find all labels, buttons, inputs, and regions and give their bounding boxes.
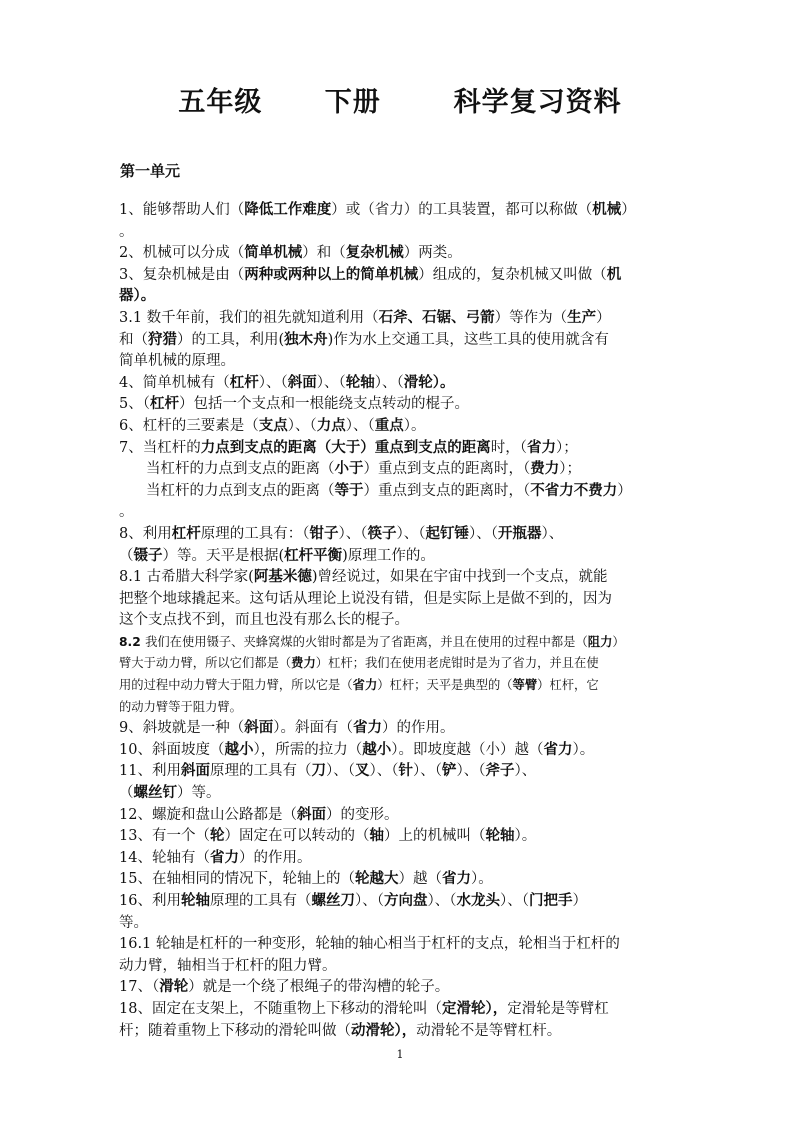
text-segment: 时，（ [490, 439, 527, 456]
text-segment: 15、在轴相同的情况下，轮轴上的（ [119, 871, 355, 888]
bold-text: 机 [606, 266, 622, 283]
text-segment: 动滑轮不是等臂杠杆。 [416, 1022, 562, 1039]
text-segment: 7、当杠杆的 [119, 439, 201, 456]
text-line [119, 524, 691, 546]
text-segment: 。 [119, 223, 134, 240]
text-line [119, 567, 691, 589]
bold-text: 机械 [592, 202, 622, 218]
text-segment: ）、（ [427, 893, 457, 909]
text-segment: ） [572, 893, 587, 909]
text-segment: 16、利用 [119, 893, 181, 909]
bold-text: 滑轮 [159, 979, 189, 996]
body-text [119, 200, 691, 1042]
bold-text: 刀 [311, 763, 326, 780]
bold-text: 滑轮 [403, 374, 433, 391]
bold-text: ）。 [432, 374, 455, 391]
bold-text: 铲 [441, 763, 457, 780]
bold-text: 斜面 [296, 806, 326, 823]
text-line [119, 394, 691, 416]
text-line [119, 610, 691, 632]
text-segment: 18、固定在支架上，不随重物上下移动的滑轮叫（ [119, 1000, 442, 1017]
text-segment: 臂大于动力臂，所以它们都是（ [119, 656, 292, 671]
bold-text: 门把手 [528, 893, 573, 909]
bold-text: 螺丝刀 [311, 893, 355, 909]
text-segment: ）； [555, 439, 578, 456]
text-segment: 11、利用 [119, 763, 181, 780]
bold-text: 筷子 [367, 525, 397, 542]
text-segment: 原理的工具有（ [209, 763, 312, 780]
text-segment: 原理的工具有（ [209, 893, 312, 909]
bold-text: 斧子 [485, 763, 515, 780]
text-segment: ） [617, 482, 632, 499]
bold-text: 针 [398, 763, 413, 780]
text-segment: ）、 [541, 525, 564, 542]
text-segment: 定滑轮是等臂杠 [507, 1000, 609, 1017]
text-segment: ）、（ [345, 417, 375, 434]
bold-text: 简单机械 [244, 245, 303, 262]
text-segment: 简单机械的原理。 [119, 353, 235, 370]
text-line [119, 934, 691, 956]
bold-text: 水龙头 [456, 893, 500, 909]
bold-text: 降低工作难度 [244, 202, 332, 218]
text-segment: ） [621, 202, 636, 218]
bold-text: 轮轴 [180, 893, 210, 909]
bold-text: 方向盘 [383, 893, 428, 909]
text-line [119, 243, 691, 265]
text-line [119, 459, 691, 481]
text-line [119, 330, 691, 352]
text-segment: 当杠杆的力点到支点的距离（ [146, 461, 335, 478]
bold-text: 省力 [352, 720, 382, 737]
text-line [119, 502, 691, 524]
bold-text: 杠杆 [149, 396, 179, 413]
text-segment: )原理工作的。 [342, 547, 435, 564]
bold-text: 省力 [209, 849, 239, 866]
text-line [119, 805, 691, 827]
text-segment: ）、（ [354, 893, 384, 909]
text-line [119, 913, 691, 935]
bold-text: 省力 [352, 678, 378, 693]
text-segment: 8.1 古希腊大科学家( [119, 569, 254, 586]
text-segment: ）。即坡度越（小）越（ [391, 741, 544, 758]
text-segment: 14、轮轴有（ [119, 849, 210, 866]
text-segment: ） [596, 309, 611, 326]
text-segment: ）等作为（ [494, 309, 568, 326]
text-segment: 2、机械可以分成（ [119, 245, 245, 262]
text-segment: 17、（ [119, 979, 160, 996]
bold-text: 省力 [543, 741, 573, 758]
text-segment: 12、螺旋和盘山公路都是（ [119, 806, 297, 823]
text-segment: ）固定在可以转动的（ [224, 828, 370, 845]
text-segment: ）、（ [325, 763, 355, 780]
bold-text: 轮越大 [354, 871, 399, 888]
text-segment: 我们在使用镊子、夹蜂窝煤的火钳时都是为了省距离，并且在使用的过程中都是（ [145, 634, 588, 649]
text-segment: ）和（ [302, 245, 346, 262]
text-line [119, 826, 691, 848]
text-segment: 用的过程中动力臂大于阻力臂，所以它是（ [119, 678, 353, 693]
bold-text: 生产 [567, 309, 597, 326]
text-segment: )曾经说过，如果在宇宙中找到一个支点，就能 [311, 569, 608, 586]
bold-text: 斜面 [180, 763, 210, 780]
text-line [119, 1021, 691, 1043]
text-segment: 6、杠杆的三要素是（ [119, 417, 259, 434]
text-segment: ）、 [514, 763, 537, 780]
unit-heading: 第一单元 [120, 162, 181, 180]
bold-text: 叉 [354, 763, 370, 780]
text-segment: 4、简单机械有（ [119, 374, 230, 391]
bold-text: ）， [485, 1000, 508, 1017]
bold-text: 定滑轮 [441, 1000, 486, 1017]
text-segment: ）、（ [287, 417, 317, 434]
text-line [119, 222, 691, 244]
text-segment: ） [612, 634, 625, 649]
bold-text: 8.2 [119, 634, 146, 649]
bold-text: 斜面 [244, 720, 274, 737]
bold-text: 复杂机械 [345, 245, 404, 262]
text-line [119, 653, 691, 675]
text-segment: ）； [559, 461, 581, 478]
text-segment: 16.1 轮轴是杠杆的一种变形，轮轴的轴心相当于杠杆的支点，轮相当于杠杆的 [119, 936, 620, 953]
text-segment: ）。 [514, 828, 537, 845]
text-segment: ）重点到支点的距离时，（ [363, 461, 531, 478]
text-line [119, 265, 691, 287]
text-line [119, 632, 691, 654]
text-segment: ）等。天平是根据( [162, 547, 285, 564]
text-segment: ）。斜面有（ [273, 720, 353, 737]
text-line [119, 869, 691, 891]
text-line [119, 308, 691, 330]
text-segment: 3、复杂机械是由（ [119, 266, 245, 283]
text-segment: ）、（ [258, 374, 288, 391]
bold-text: 斜面 [287, 374, 317, 391]
bold-text: 等于 [334, 482, 364, 499]
text-segment: ）。 [572, 741, 595, 758]
text-segment: ）、（ [316, 374, 346, 391]
text-segment: ）等。 [177, 785, 221, 802]
text-line [119, 481, 691, 503]
bold-text: 杠杆平衡 [284, 547, 343, 564]
text-segment: ）两类。 [403, 245, 462, 262]
text-segment: 原理的工具有：（ [200, 525, 310, 542]
bold-text: 轮轴 [485, 828, 515, 845]
text-segment: ）越（ [398, 871, 442, 888]
text-segment: 当杠杆的力点到支点的距离（ [146, 482, 335, 499]
text-segment: ）的变形。 [325, 806, 399, 823]
text-segment: ）、（ [456, 763, 486, 780]
text-segment: ）、（ [468, 525, 498, 542]
text-segment: 9、斜坡就是一种（ [119, 720, 245, 737]
text-segment: ）杠杆；我们在使用老虎钳时是为了省力，并且在使 [315, 656, 599, 671]
text-line [119, 416, 691, 438]
bold-text: 轮 [209, 828, 225, 845]
text-line [119, 956, 691, 978]
bold-text: 费力 [530, 461, 560, 478]
text-segment: （ [119, 785, 134, 802]
text-segment: ）、（ [499, 893, 529, 909]
text-line [119, 438, 691, 460]
text-line [119, 740, 691, 762]
text-line [119, 891, 691, 913]
text-segment: ）杠杆，它 [537, 678, 599, 693]
bold-text: 杠杆 [229, 374, 259, 391]
text-segment: ）的作用。 [381, 720, 455, 737]
text-line [119, 589, 691, 611]
text-segment: ），所需的拉力（ [253, 741, 363, 758]
bold-text: 两种或两种以上的简单机械 [244, 266, 419, 283]
bold-text: 钳子 [309, 525, 339, 542]
bold-text: 轴 [369, 828, 384, 845]
text-line [119, 675, 691, 697]
text-segment: 把整个地球撬起来。这句话从理论上说没有错，但是实际上是做不到的，因为 [119, 590, 612, 607]
bold-text: 开瓶器 [497, 525, 542, 542]
text-segment: )作为水上交通工具，这些工具的使用就含有 [327, 331, 609, 348]
text-segment: ）的作用。 [238, 849, 312, 866]
bold-text: 重点 [374, 417, 404, 434]
bold-text: 独木舟 [284, 331, 328, 348]
bold-text: ）， [394, 1022, 417, 1039]
bold-text: 起钉锤 [425, 525, 469, 542]
bold-text: 越小 [224, 741, 254, 758]
text-segment: ）重点到支点的距离时，（ [363, 482, 531, 499]
bold-text: 动滑轮 [351, 1022, 395, 1039]
text-line [119, 761, 691, 783]
text-line [119, 999, 691, 1021]
bold-text: 狩猎 [148, 331, 177, 348]
text-segment: ）或（省力）的工具装置，都可以称做（ [331, 202, 593, 218]
bold-text: 力点到支点的距离（大于）重点到支点的距离 [200, 439, 491, 456]
text-segment: ）、（ [338, 525, 368, 542]
text-segment: ）。 [470, 871, 493, 888]
text-line [119, 848, 691, 870]
text-segment: ）上的机械叫（ [383, 828, 486, 845]
text-segment: 5、（ [119, 396, 150, 413]
bold-text: 镊子 [133, 547, 163, 564]
text-line [119, 286, 691, 308]
text-segment: 和（ [119, 331, 148, 348]
bold-text: 器）。 [119, 288, 156, 305]
text-segment: 的动力臂等于阻力臂。 [119, 699, 242, 714]
text-line [119, 200, 691, 222]
text-segment: ）的工具，利用( [177, 331, 285, 348]
text-segment: 杆；随着重物上下移动的滑轮叫做（ [119, 1022, 351, 1039]
text-segment: 3.1 数千年前，我们的祖先就知道利用（ [119, 309, 379, 326]
text-line [119, 546, 691, 568]
text-segment: ）就是一个绕了根绳子的带沟槽的轮子。 [188, 979, 450, 996]
text-segment: 动力臂，轴相当于杠杆的阻力臂。 [119, 957, 337, 974]
text-segment: ）、（ [374, 374, 404, 391]
bold-text: 等臂 [512, 678, 538, 693]
page-number: 1 [396, 1048, 404, 1061]
text-line [119, 373, 691, 395]
bold-text: 省力 [441, 871, 471, 888]
bold-text: 力点 [316, 417, 346, 434]
text-line [119, 351, 691, 373]
text-segment: 8、利用 [119, 525, 172, 542]
text-line [119, 697, 691, 719]
text-line [119, 783, 691, 805]
text-segment: 1、能够帮助人们（ [119, 202, 245, 218]
text-segment: 等。 [119, 914, 148, 931]
text-line [119, 977, 691, 999]
text-segment: 。 [119, 504, 134, 521]
text-segment: ）组成的，复杂机械又叫做（ [418, 266, 607, 283]
bold-text: 轮轴 [345, 374, 375, 391]
bold-text: 杠杆 [171, 525, 201, 542]
bold-text: 螺丝钉 [133, 785, 177, 802]
text-segment: ）杠杆；天平是典型的（ [377, 678, 513, 693]
bold-text: 阿基米德 [253, 569, 312, 586]
document-title: 五年级 下册 科学复习资料 [178, 87, 622, 118]
text-segment: ）、（ [412, 763, 442, 780]
bold-text: 小于 [334, 461, 364, 478]
text-segment: ）。 [403, 417, 426, 434]
bold-text: 石斧、石锯、弓箭 [378, 309, 495, 326]
bold-text: 阻力 [587, 634, 613, 649]
text-segment: 13、有一个（ [119, 828, 210, 845]
text-segment: ）包括一个支点和一根能绕支点转动的棍子。 [178, 396, 469, 413]
bold-text: 支点 [258, 417, 288, 434]
text-segment: 10、斜面坡度（ [119, 741, 225, 758]
text-segment: ）、（ [369, 763, 399, 780]
text-segment: ）、（ [396, 525, 426, 542]
bold-text: 省力 [526, 439, 556, 456]
bold-text: 越小 [362, 741, 392, 758]
text-segment: 这个支点找不到，而且也没有那么长的棍子。 [119, 612, 409, 629]
bold-text: 费力 [291, 656, 316, 671]
text-segment: （ [119, 547, 134, 564]
bold-text: 不省力不费力 [530, 482, 618, 499]
text-line [119, 718, 691, 740]
